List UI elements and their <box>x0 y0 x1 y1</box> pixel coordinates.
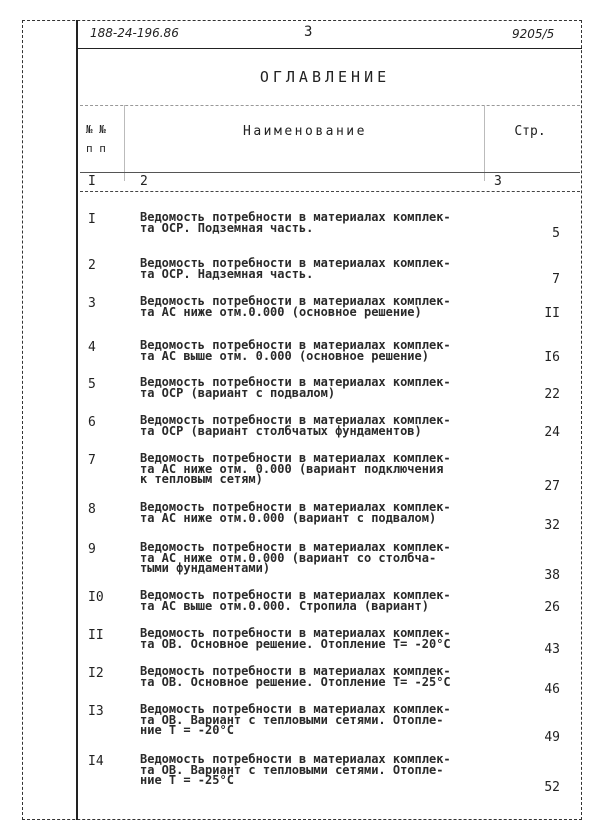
row-title: Ведомость потребности в материалах комплек- та ОСР (вариант с подвалом) <box>140 375 451 400</box>
row-page-number: 38 <box>544 568 560 583</box>
row-page-number: 27 <box>544 479 560 494</box>
row-page-number: 24 <box>544 425 560 440</box>
row-number: I <box>88 212 96 227</box>
row-page-number: 49 <box>544 730 560 745</box>
row-page-number: 46 <box>544 682 560 697</box>
column-header-number: № № п п <box>86 123 106 155</box>
column-number-3: 3 <box>494 174 502 189</box>
column-number-1: I <box>88 174 96 189</box>
row-page-number: 32 <box>544 518 560 533</box>
page-title: ОГЛАВЛЕНИЕ <box>259 68 391 86</box>
binding-margin-line <box>76 20 78 820</box>
column-number-2: 2 <box>140 174 148 189</box>
column-numbers-bottom-border <box>80 191 580 192</box>
row-page-number: 26 <box>544 600 560 615</box>
row-number: I3 <box>88 704 104 719</box>
row-title: Ведомость потребности в материалах комплек- та ОСР (вариант столбчатых фундаментов) <box>140 413 451 438</box>
row-page-number: II <box>544 306 560 321</box>
row-number: I0 <box>88 590 104 605</box>
row-title: Ведомость потребности в материалах комплек- та АС ниже отм. 0.000 (вариант подключения к тепловым сетям) <box>140 451 451 486</box>
row-page-number: 43 <box>544 642 560 657</box>
header-divider <box>76 48 582 49</box>
row-number: 8 <box>88 502 96 517</box>
column-header-name: Наименование <box>243 124 367 139</box>
row-title: Ведомость потребности в материалах комплек- та ОВ. Основное решение. Отопление Т= -25°С <box>140 664 451 689</box>
column-divider <box>484 105 485 181</box>
document-code: 188-24-196.86 <box>90 26 179 40</box>
row-number: I4 <box>88 754 104 769</box>
row-page-number: 52 <box>544 780 560 795</box>
row-page-number: 5 <box>552 226 560 241</box>
header-bottom-border <box>80 172 580 173</box>
row-number: 9 <box>88 542 96 557</box>
sheet-code: 9205/5 <box>512 27 555 41</box>
row-page-number: 22 <box>544 387 560 402</box>
column-header-page: Стр. <box>514 124 546 139</box>
page-number: 3 <box>304 24 313 40</box>
row-title: Ведомость потребности в материалах комплек- та АС ниже отм.0.000 (основное решение) <box>140 294 451 319</box>
row-title: Ведомость потребности в материалах комплек- та ОВ. Вариант с тепловыми сетями. Отопле- ние Т = -20°С <box>140 702 451 737</box>
row-number: 5 <box>88 377 96 392</box>
row-number: 6 <box>88 415 96 430</box>
row-title: Ведомость потребности в материалах комплек- та АС ниже отм.0.000 (вариант с подвалом) <box>140 500 451 525</box>
row-title: Ведомость потребности в материалах комплек- та АС выше отм. 0.000 (основное решение) <box>140 338 451 363</box>
row-number: I2 <box>88 666 104 681</box>
column-divider <box>124 105 125 181</box>
row-number: 7 <box>88 453 96 468</box>
row-title: Ведомость потребности в материалах комплек- та ОСР. Надземная часть. <box>140 256 451 281</box>
row-number: 2 <box>88 258 96 273</box>
row-page-number: 7 <box>552 272 560 287</box>
row-page-number: I6 <box>544 350 560 365</box>
row-title: Ведомость потребности в материалах комплек- та ОВ. Вариант с тепловыми сетями. Отопле- ние Т = -25°С <box>140 752 451 787</box>
row-number: II <box>88 628 104 643</box>
row-title: Ведомость потребности в материалах комплек- та АС ниже отм.0.000 (вариант со столбча- тыми фундаментами) <box>140 540 451 575</box>
row-number: 3 <box>88 296 96 311</box>
row-title: Ведомость потребности в материалах комплек- та ОВ. Основное решение. Отопление Т= -20°С <box>140 626 451 651</box>
row-number: 4 <box>88 340 96 355</box>
row-title: Ведомость потребности в материалах комплек- та ОСР. Подземная часть. <box>140 210 451 235</box>
table-top-border <box>80 105 580 106</box>
row-title: Ведомость потребности в материалах комплек- та АС выше отм.0.000. Стропила (вариант) <box>140 588 451 613</box>
